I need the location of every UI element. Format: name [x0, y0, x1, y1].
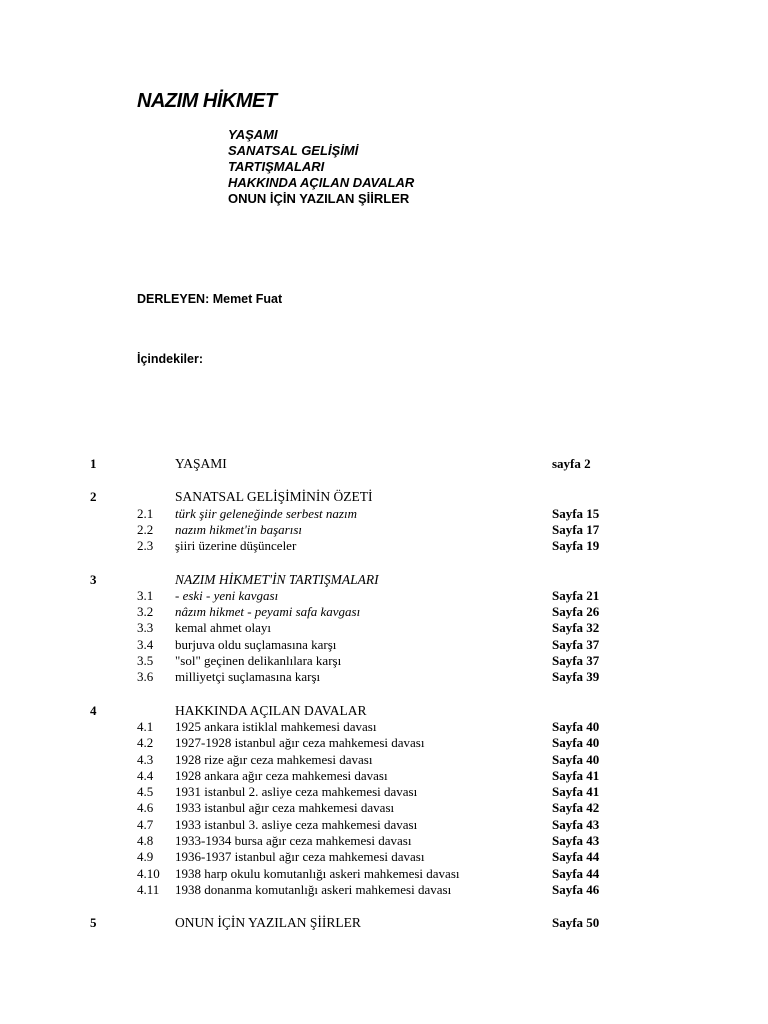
toc-page-number: Sayfa 43 [552, 816, 600, 832]
toc-number: 4.10 [137, 865, 160, 881]
toc-page-number: Sayfa 40 [552, 718, 600, 734]
toc-item-row [0, 538, 768, 554]
toc-number: 4.6 [137, 800, 154, 816]
toc-number: 4 [90, 702, 97, 718]
toc-title: 1927-1928 istanbul ağır ceza mahkemesi davası [175, 735, 425, 751]
toc-number: 2.2 [137, 521, 154, 537]
toc-number: 4.9 [137, 849, 154, 865]
toc-page-number: Sayfa 37 [552, 653, 600, 668]
subtitle-line: SANATSAL GELİŞİMİ [228, 143, 359, 158]
contents-heading: İçindekiler: [137, 352, 203, 366]
toc-number: 4.3 [137, 751, 154, 767]
subtitle-list [228, 127, 414, 207]
toc-item-row [0, 882, 768, 898]
toc-item-row [0, 637, 768, 653]
toc-number: 4.11 [137, 881, 160, 897]
toc-number: 3.2 [137, 604, 154, 620]
subtitle-line: YAŞAMI [228, 127, 278, 142]
toc-number: 3.6 [137, 669, 154, 685]
subtitle-line: TARTIŞMALARI [228, 159, 325, 174]
toc-title: türk şiir geleneğinde serbest nazım [175, 505, 357, 521]
toc-number: 3.3 [137, 620, 154, 636]
toc-item-row [0, 849, 768, 865]
toc-number: 1 [90, 456, 97, 471]
toc-number: 4.4 [137, 767, 154, 783]
toc-page-number: Sayfa 41 [552, 767, 600, 783]
toc-chapter-row [0, 915, 768, 931]
toc-page-number: Sayfa 37 [552, 636, 600, 652]
toc-number: 5 [90, 915, 97, 931]
toc-item-row [0, 866, 768, 882]
toc-title: 1936-1937 istanbul ağır ceza mahkemesi davası [175, 849, 425, 865]
toc-number: 4.1 [137, 718, 154, 734]
toc-page-number: Sayfa 44 [552, 865, 600, 881]
toc-number: 3.1 [137, 587, 154, 603]
toc-chapter-row [0, 703, 768, 719]
compiler-credit: DERLEYEN: Memet Fuat [137, 292, 283, 306]
toc-chapter-row [0, 489, 768, 505]
toc-item-row [0, 604, 768, 620]
toc-title: nazım hikmet'in başarısı [175, 521, 303, 537]
toc-title: 1928 rize ağır ceza mahkemesi davası [175, 751, 373, 767]
toc-title: YAŞAMI [175, 456, 227, 471]
toc-page-number: Sayfa 41 [552, 784, 600, 800]
document-title: NAZIM HİKMET [137, 90, 277, 112]
toc-title: "sol" geçinen delikanlılara karşı [175, 653, 342, 668]
toc-number: 3 [90, 571, 97, 587]
toc-title: nâzım hikmet - peyami safa kavgası [175, 604, 361, 620]
subtitle-line: ONUN İÇİN YAZILAN ŞİİRLER [228, 191, 410, 206]
toc-item-row [0, 653, 768, 669]
toc-page-number: Sayfa 32 [552, 620, 600, 636]
toc-page-number: Sayfa 40 [552, 735, 600, 751]
toc-page-number: Sayfa 40 [552, 751, 600, 767]
toc-page-number: sayfa 2 [552, 456, 591, 471]
toc-number: 4.2 [137, 735, 154, 751]
toc-item-row [0, 817, 768, 833]
toc-title: 1933 istanbul ağır ceza mahkemesi davası [175, 800, 395, 816]
toc-page-number: Sayfa 44 [552, 849, 600, 865]
toc-page-number: Sayfa 19 [552, 538, 600, 554]
toc-number: 2.1 [137, 505, 154, 521]
toc-item-row [0, 506, 768, 522]
toc-title: ONUN İÇİN YAZILAN ŞİİRLER [175, 915, 361, 931]
toc-page-number: Sayfa 39 [552, 669, 600, 685]
toc-number: 3.4 [137, 636, 154, 652]
toc-page-number: Sayfa 17 [552, 521, 600, 537]
toc-title: 1933-1934 bursa ağır ceza mahkemesi davası [175, 833, 412, 848]
toc-title: SANATSAL GELİŞİMİNİN ÖZETİ [175, 489, 373, 505]
toc-chapter-row [0, 572, 768, 588]
toc-item-row [0, 735, 768, 751]
toc-page-number: Sayfa 21 [552, 587, 600, 603]
toc-title: 1933 istanbul 3. asliye ceza mahkemesi davası [175, 816, 418, 832]
toc-number: 2.3 [137, 538, 154, 554]
toc-number: 4.7 [137, 816, 154, 832]
toc-title: 1925 ankara istiklal mahkemesi davası [175, 718, 377, 734]
toc-page-number: Sayfa 50 [552, 915, 600, 931]
toc-item-row [0, 719, 768, 735]
toc-title: 1928 ankara ağır ceza mahkemesi davası [175, 767, 388, 783]
toc-page-number: Sayfa 42 [552, 800, 600, 816]
toc-title: NAZIM HİKMET'İN TARTIŞMALARI [175, 571, 379, 587]
toc-item-row [0, 620, 768, 636]
toc-item-row [0, 752, 768, 768]
toc-title: şiiri üzerine düşünceler [175, 538, 297, 554]
toc-number: 2 [90, 489, 97, 505]
toc-page-number: Sayfa 15 [552, 505, 600, 521]
toc-item-row [0, 833, 768, 849]
toc-item-row [0, 784, 768, 800]
toc-number: 4.5 [137, 784, 154, 800]
toc-item-row [0, 522, 768, 538]
toc-title: 1938 donanma komutanlığı askeri mahkemesi davası [175, 881, 452, 897]
toc-item-row [0, 669, 768, 685]
toc-item-row [0, 800, 768, 816]
toc-page-number: Sayfa 26 [552, 604, 600, 620]
toc-page-number: Sayfa 46 [552, 881, 600, 897]
toc-title: 1938 harp okulu komutanlığı askeri mahkemesi davası [175, 865, 460, 881]
toc-item-row [0, 588, 768, 604]
toc-title: kemal ahmet olayı [175, 620, 272, 636]
toc-number: 4.8 [137, 833, 154, 848]
toc-title: HAKKINDA AÇILAN DAVALAR [175, 702, 367, 718]
toc-title: 1931 istanbul 2. asliye ceza mahkemesi davası [175, 784, 418, 800]
toc-title: milliyetçi suçlamasına karşı [175, 669, 321, 685]
toc-item-row [0, 768, 768, 784]
toc-title: - eski - yeni kavgası [175, 587, 279, 603]
toc-number: 3.5 [137, 653, 154, 668]
toc-title: burjuva oldu suçlamasına karşı [175, 636, 337, 652]
toc-page-number: Sayfa 43 [552, 833, 600, 848]
toc-chapter-row [0, 456, 768, 472]
subtitle-line: HAKKINDA AÇILAN DAVALAR [228, 175, 415, 190]
